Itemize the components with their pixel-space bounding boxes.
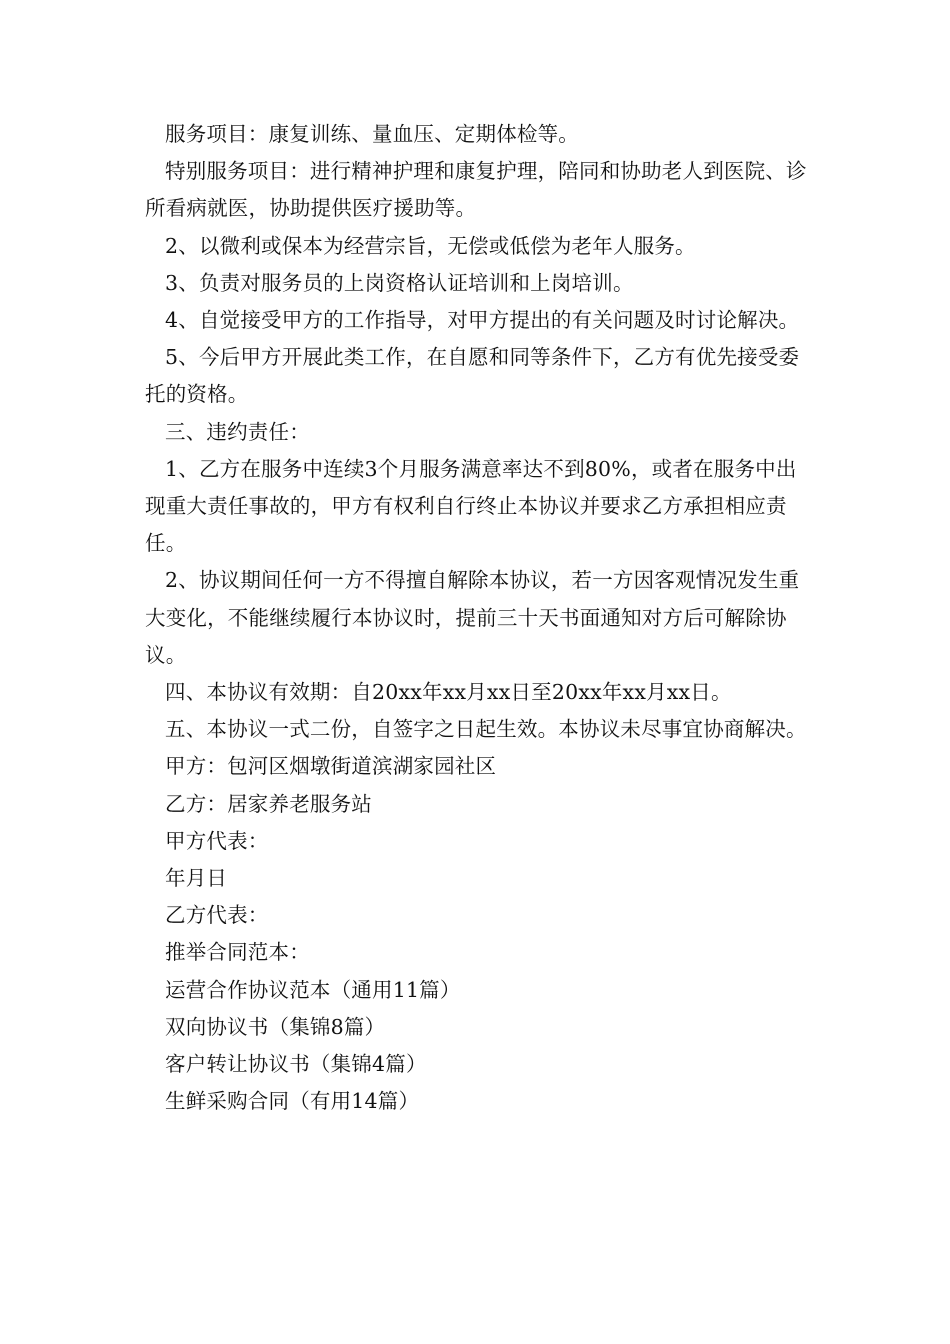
paragraph-validity-period: 四、本协议有效期：自20xx年xx月xx日至20xx年xx月xx日。 [165,680,732,705]
section-heading-breach-liability: 三、违约责任： [165,419,310,444]
signature-date: 年月日 [165,866,228,891]
recommended-template-link[interactable]: 双向协议书（集锦8篇） [165,1014,386,1039]
party-a-name: 甲方：包河区烟墩街道滨湖家园社区 [165,754,497,779]
recommended-template-link[interactable]: 客户转让协议书（集锦4篇） [165,1052,427,1077]
party-a-representative: 甲方代表： [165,828,269,853]
paragraph-clause-3: 3、负责对服务员的上岗资格认证培训和上岗培训。 [165,270,634,295]
recommended-templates-heading: 推举合同范本： [165,940,310,965]
paragraph-clause-2: 2、以微利或保本为经营宗旨，无偿或低偿为老年人服务。 [165,233,696,258]
document-body [145,116,810,1120]
paragraph-special-service-items: 特别服务项目：进行精神护理和康复护理，陪同和协助老人到医院、诊所看病就医，协助提供医疗援助等。 [145,159,807,221]
party-b-representative: 乙方代表： [165,903,269,928]
paragraph-copies-effective: 五、本协议一式二份，自签字之日起生效。本协议未尽事宜协商解决。 [165,717,807,742]
paragraph-service-items: 服务项目：康复训练、量血压、定期体检等。 [165,122,579,146]
paragraph-breach-2: 2、协议期间任何一方不得擅自解除本协议，若一方因客观情况发生重大变化，不能继续履行本协议时，提前三十天书面通知对方后可解除协议。 [145,568,800,667]
party-b-name: 乙方：居家养老服务站 [165,791,372,816]
recommended-template-link[interactable]: 运营合作协议范本（通用11篇） [165,977,461,1002]
paragraph-breach-1: 1、乙方在服务中连续3个月服务满意率达不到80%，或者在服务中出现重大责任事故的，甲方有权利自行终止本协议并要求乙方承担相应责任。 [145,456,797,556]
recommended-template-link[interactable]: 生鲜采购合同（有用14篇） [165,1089,420,1114]
paragraph-clause-4: 4、自觉接受甲方的工作指导，对甲方提出的有关问题及时讨论解决。 [165,308,800,333]
paragraph-clause-5: 5、今后甲方开展此类工作，在自愿和同等条件下，乙方有优先接受委托的资格。 [145,345,800,407]
